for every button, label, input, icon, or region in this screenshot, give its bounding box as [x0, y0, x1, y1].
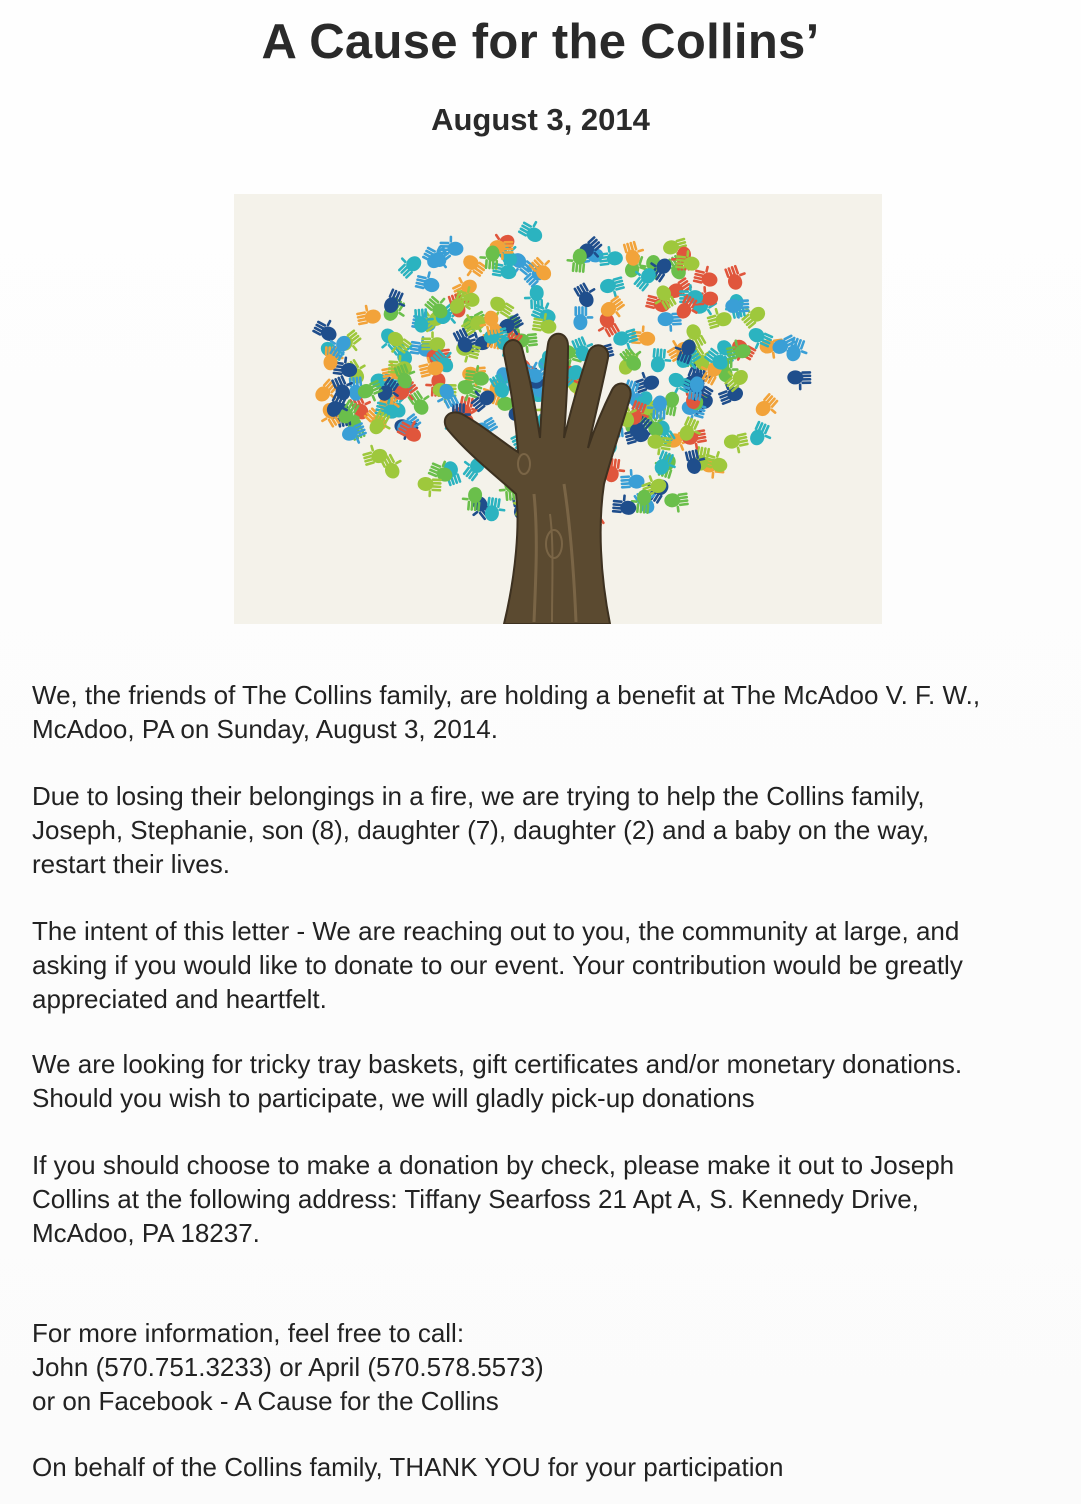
handprint-icon: [572, 279, 601, 310]
handprint-icon: [479, 245, 501, 270]
handprint-icon: [787, 370, 811, 390]
text-line: If you should choose to make a donation by check, please make it out to Joseph: [32, 1150, 955, 1180]
handprint-icon: [517, 216, 548, 245]
text-line: The intent of this letter - We are reaching out to you, the community at large, and: [32, 916, 960, 946]
paragraph-reason: [32, 779, 1062, 881]
flyer-title: A Cause for the Collins’: [261, 15, 820, 69]
handprint-icon: [393, 249, 424, 280]
paragraph-intent: [32, 914, 1062, 1016]
paragraph-check-address: [32, 1148, 1062, 1250]
text-line: Due to losing their belongings in a fire, we are trying to help the Collins family,: [32, 781, 925, 811]
text-line: We, the friends of The Collins family, are holding a benefit at The McAdoo V. F. W.,: [32, 680, 981, 710]
text-line: Joseph, Stephanie, son (8), daughter (7), daughter (2) and a baby on the way,: [32, 815, 930, 845]
handprint-icon: [461, 486, 483, 512]
paragraph-donations: [32, 1047, 1062, 1115]
handprint-icon: [598, 275, 626, 301]
paragraph-contact: [32, 1316, 1062, 1418]
text-line: restart their lives.: [32, 849, 230, 879]
handprint-icon: [573, 306, 593, 330]
text-line: or on Facebook - A Cause for the Collins: [32, 1386, 499, 1416]
text-line: Collins at the following address: Tiffany Searfoss 21 Apt A, S. Kennedy Drive,: [32, 1184, 919, 1214]
text-line: John (570.751.3233) or April (570.578.5573): [32, 1352, 544, 1382]
handprint-icon: [417, 477, 442, 498]
paragraph-benefit: [32, 678, 1062, 746]
handprint-icon: [523, 285, 544, 310]
handprint-icon: [360, 441, 389, 467]
text-line: On behalf of the Collins family, THANK YOU for your participation: [32, 1452, 784, 1482]
paragraph-thank-you: [32, 1450, 1062, 1484]
handprint-icon: [311, 315, 342, 344]
handprint-icon: [723, 431, 751, 456]
text-line: McAdoo, PA on Sunday, August 3, 2014.: [32, 714, 498, 744]
handprint-icon: [355, 302, 382, 326]
event-date: August 3, 2014: [431, 102, 650, 137]
handprint-icon: [723, 262, 750, 291]
handprint-icon: [622, 239, 648, 268]
handprint-icon: [439, 235, 463, 255]
text-line: For more information, feel free to call:: [32, 1318, 465, 1348]
handprint-icon: [748, 420, 776, 450]
handprint-icon: [664, 491, 690, 514]
handprint-icon: [414, 269, 442, 294]
text-line: appreciated and heartfelt.: [32, 984, 327, 1014]
text-line: Should you wish to participate, we will gladly pick-up donations: [32, 1083, 755, 1113]
handprint-tree-icon: [234, 194, 882, 624]
text-line: We are looking for tricky tray baskets, gift certificates and/or monetary donations.: [32, 1049, 963, 1079]
handprint-icon: [421, 331, 445, 351]
handprint-icon: [565, 247, 587, 273]
text-line: asking if you would like to donate to our event. Your contribution would be greatly: [32, 950, 963, 980]
handprint-icon: [612, 493, 638, 515]
handprint-icon: [753, 392, 784, 423]
text-line: McAdoo, PA 18237.: [32, 1218, 260, 1248]
handprint-icon: [484, 496, 507, 523]
